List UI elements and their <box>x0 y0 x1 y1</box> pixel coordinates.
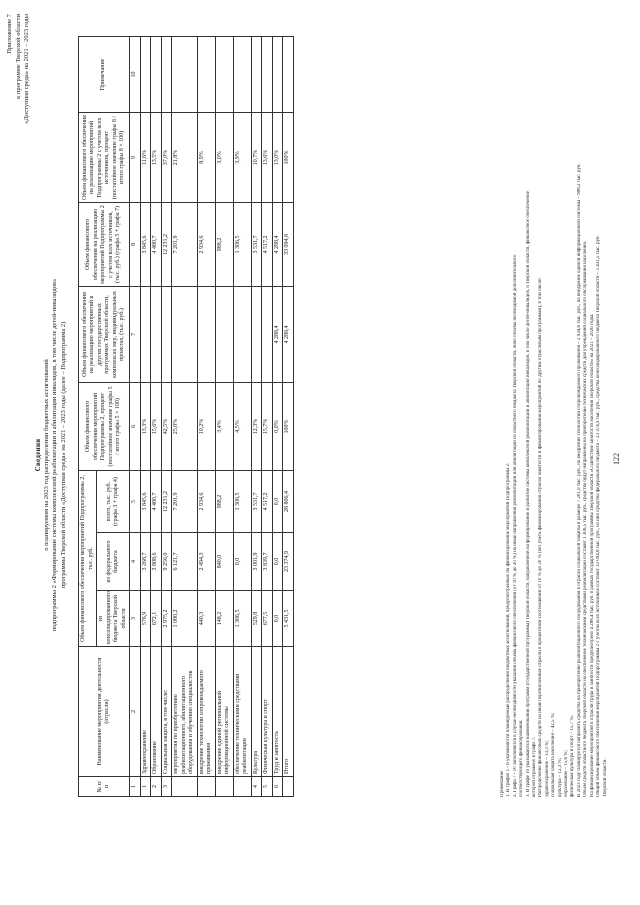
cell-total: 7 201,9 <box>172 470 198 532</box>
index-cell: 4 <box>130 533 141 591</box>
cell-name: внедрение единой региональной информационной системы <box>215 647 233 777</box>
note-line: Общий объем финансового обеспечения мероприятий Подпрограммы 2 с учетом всех источников составит 33 094,8 тыс. руб., из них средства федерального бюджета – 23 374,9 тыс. руб., средства консолидированного бюджета Тверской области – 5 431,5 тыс. руб. <box>596 235 602 797</box>
header-combined-share: Объем финансового обеспечения на реализацию мероприятий Подпрограммы 2 с учетом всех источников, процент (постатейное значение графы 8 / итого графы 8 × 100) <box>79 112 130 202</box>
cell-note <box>251 36 262 112</box>
note-line: 3. В графе 10 указываются наименования программ (государственной программы) Тверской области, направленной на формирование и развитие системы комплексной реабилитации и абилитации инвалидов, в том числе детей-инвалидов, в Тверской области, финансовое обеспечение <box>525 190 531 797</box>
cell-combined: 3 531,7 <box>251 202 262 286</box>
cell-name: Итого <box>283 647 294 777</box>
cell-other: 4 288,4 <box>272 286 283 382</box>
cell-combined-share: 11,6% <box>140 112 151 202</box>
cell-share: 42,5% <box>161 382 172 470</box>
note-line: На финансирование мероприятий в отрасли труда и занятости предусмотрено 4 288,4 тыс. руб. в рамках государственной программы Тверской области «Содействие занятости населения Тверской области» на 2021 – 2026 годы. <box>589 313 595 797</box>
appendix-line-1: Приложение 7 <box>6 14 13 54</box>
cell-other <box>140 286 151 382</box>
cell-combined: 33 094,8 <box>283 202 294 286</box>
page-number: 122 <box>612 453 621 465</box>
cell-federal: 9 256,0 <box>161 533 172 591</box>
cell-combined-share: 3,0% <box>215 112 233 202</box>
cell-share: 25,0% <box>172 382 198 470</box>
cell-combined-share: 13,6% <box>262 112 273 202</box>
cell-share: 4,5% <box>233 382 251 470</box>
cell-n: 4 <box>251 777 262 797</box>
cell-n: 2 <box>151 777 162 797</box>
cell-total: 28 806,4 <box>283 470 294 532</box>
table-row <box>172 36 198 796</box>
index-cell: 8 <box>130 202 141 286</box>
title-line-1: о планируемом на 2023 год распределении бюджетных ассигнований <box>42 359 50 551</box>
table-row <box>151 36 162 796</box>
cell-regional: 440,3 <box>197 591 215 647</box>
cell-regional: 529,8 <box>251 591 262 647</box>
table-row <box>251 36 262 796</box>
note-line: образование – 15,6 %; <box>564 750 570 797</box>
header-combined: Объем финансового обеспечения на реализацию мероприятий Подпрограммы 2 с учетом всех источников, (тыс. руб.) (графа 5 + графа 7) <box>79 202 130 286</box>
cell-note <box>161 36 172 112</box>
cell-note <box>140 36 151 112</box>
cell-share: 3,4% <box>215 382 233 470</box>
cell-n <box>172 777 198 797</box>
cell-regional: 672,1 <box>151 591 162 647</box>
cell-other <box>251 286 262 382</box>
cell-regional: 5 431,5 <box>283 591 294 647</box>
note-line: которой отражено в графе 7. <box>532 736 538 797</box>
cell-regional: 2 975,2 <box>161 591 172 647</box>
cell-federal: 23 374,9 <box>283 533 294 591</box>
cell-combined: 4 517,2 <box>262 202 273 286</box>
cell-combined-share: 13,5% <box>151 112 162 202</box>
index-cell: 5 <box>130 470 141 532</box>
title-line-3: программы Тверской области «Доступная среда» на 2021 – 2023 годы (далее – Подпрограмма 2) <box>59 321 67 589</box>
cell-federal: 3 268,7 <box>140 533 151 591</box>
cell-other <box>172 286 198 382</box>
cell-n: 5 <box>262 777 273 797</box>
cell-combined: 7 201,9 <box>172 202 198 286</box>
cell-combined-share: 100% <box>283 112 294 202</box>
cell-combined: 988,2 <box>215 202 233 286</box>
cell-federal: 3 839,7 <box>262 533 273 591</box>
cell-regional: 0,0 <box>272 591 283 647</box>
cell-combined-share: 37,0% <box>161 112 172 202</box>
cell-share: 100% <box>283 382 294 470</box>
cell-name: мероприятия по приобретению реабилитационного, абилитационного оборудования и обучению специалистов <box>172 647 198 777</box>
cell-total: 3 531,7 <box>251 470 262 532</box>
header-num: № п/п <box>79 777 130 797</box>
table-row <box>233 36 251 796</box>
cell-total: 4 480,7 <box>151 470 162 532</box>
cell-n <box>233 777 251 797</box>
notes-title: Примечание <box>500 770 505 797</box>
note-line: Объем средств областного бюджета Тверской области на обеспечение техническими средствами реабилитации составит 1 306,5 тыс. руб., средства будут направлены на приобретение технических средств для учреждений социального обслуживания населения. <box>583 241 589 797</box>
cell-other <box>197 286 215 382</box>
cell-combined: 12 231,2 <box>161 202 172 286</box>
cell-other <box>161 286 172 382</box>
cell-name: обеспечение техническими средствами реабилитации <box>233 647 251 777</box>
table-row <box>272 36 283 796</box>
index-cell: 3 <box>130 591 141 647</box>
cell-regional: 677,5 <box>262 591 273 647</box>
cell-name: Социальная защита, в том числе: <box>161 647 172 777</box>
cell-n: 6 <box>272 777 283 797</box>
cell-name: Здравоохранение <box>140 647 151 777</box>
note-line: социальная защита населения – 42,5 %; <box>551 712 557 797</box>
cell-note <box>172 36 198 112</box>
cell-other <box>233 286 251 382</box>
table-row <box>140 36 151 796</box>
note-line: физическая культура и спорт – 15,7 %. <box>570 715 576 797</box>
cell-combined-share: 10,7% <box>251 112 262 202</box>
cell-combined: 1 306,5 <box>233 202 251 286</box>
table-row <box>215 36 233 796</box>
cell-n <box>197 777 215 797</box>
index-cell: 6 <box>130 382 141 470</box>
note-line: Тверской области. <box>602 758 608 797</box>
cell-total: 3 845,6 <box>140 470 151 532</box>
document-title <box>34 155 68 755</box>
note-line: Распределение финансовых средств на иные перечисленные отрасли в процентном соотношении от 10 % до 20 % (без учета финансирования отрасли занятости и финансирования мероприятий по другим отраслевым программам), в том числе: <box>538 277 544 797</box>
cell-combined-share: 8,9% <box>197 112 215 202</box>
cell-combined: 4 288,4 <box>272 202 283 286</box>
table-row <box>262 36 273 796</box>
budget-table <box>78 36 294 797</box>
note-line: здравоохранение – 13,3 %; <box>544 740 550 797</box>
cell-regional: 1 080,2 <box>172 591 198 647</box>
column-index-row <box>130 36 141 796</box>
cell-total: 1 306,5 <box>233 470 251 532</box>
cell-federal: 0,0 <box>233 533 251 591</box>
cell-combined-share: 3,9% <box>233 112 251 202</box>
cell-n <box>215 777 233 797</box>
cell-note <box>272 36 283 112</box>
cell-total: 0,0 <box>272 470 283 532</box>
index-cell: 10 <box>130 36 141 112</box>
cell-n <box>283 777 294 797</box>
title-heading: Сведения <box>34 438 42 472</box>
cell-regional: 576,9 <box>140 591 151 647</box>
note-line: соответствующего финансирования. <box>519 719 525 797</box>
cell-federal: 0,0 <box>272 533 283 591</box>
cell-other <box>262 286 273 382</box>
cell-total: 2 934,6 <box>197 470 215 532</box>
cell-federal: 840,0 <box>215 533 233 591</box>
cell-share: 0,0% <box>272 382 283 470</box>
cell-share: 10,2% <box>197 382 215 470</box>
table-row <box>161 36 172 796</box>
appendix-line-3: «Доступная среда» на 2021 – 2023 годы <box>23 14 30 124</box>
appendix-reference <box>6 14 32 214</box>
cell-note <box>215 36 233 112</box>
cell-other <box>151 286 162 382</box>
cell-federal: 6 121,7 <box>172 533 198 591</box>
cell-note <box>283 36 294 112</box>
note-line: 2. Графа 7 - 10 заполняются в случае необходимости указания объема финансового обеспечения (от 10 % до 20 %) на иные направления реабилитации или абилитации из областного бюджета Тверской области, либо объема необходимой дополнительного <box>512 254 518 797</box>
cell-note <box>197 36 215 112</box>
cell-total: 12 231,2 <box>161 470 172 532</box>
index-cell: 9 <box>130 112 141 202</box>
header-federal-budget: из федерального бюджета <box>97 533 130 591</box>
note-line: В 2023 году планируется направить средства на приобретение реабилитационного оборудования в отрасли социальной защиты в размере 7 201,9 тыс. руб., на внедрение технологии сопровождаемого проживания – 2 934,6 тыс. руб., на внедрение единой информационной системы – 988,2 тыс. руб. <box>576 163 582 797</box>
cell-federal: 2 494,3 <box>197 533 215 591</box>
cell-other <box>215 286 233 382</box>
table-row <box>283 36 294 796</box>
cell-name: Образование <box>151 647 162 777</box>
notes-section <box>500 27 609 797</box>
cell-combined-share: 13,0% <box>272 112 283 202</box>
cell-note <box>233 36 251 112</box>
cell-federal: 3 001,9 <box>251 533 262 591</box>
header-regional-budget: из консолидированного бюджета Тверской области <box>97 591 130 647</box>
cell-share: 12,3% <box>251 382 262 470</box>
appendix-line-2: к программе Тверской области <box>14 14 22 99</box>
cell-share: 15,7% <box>262 382 273 470</box>
cell-regional: 148,2 <box>215 591 233 647</box>
index-cell: 1 <box>130 777 141 797</box>
header-funding: Объем финансового обеспечения мероприятий Подпрограммы 2, тыс. руб. <box>79 470 97 646</box>
header-note: Примечание <box>79 36 130 112</box>
cell-name: Труд и занятость <box>272 647 283 777</box>
cell-combined: 2 934,6 <box>197 202 215 286</box>
header-other-programs: Объем финансового обеспечения на реализацию мероприятий в других государственных программах Тверской области, комплексах мер, индивидуальных проектах, (тыс. руб.) <box>79 286 130 382</box>
cell-total: 988,2 <box>215 470 233 532</box>
cell-combined-share: 21,8% <box>172 112 198 202</box>
cell-name: Культура <box>251 647 262 777</box>
cell-note <box>151 36 162 112</box>
cell-regional: 1 306,5 <box>233 591 251 647</box>
index-cell: 7 <box>130 286 141 382</box>
note-line: 1. В графах 1 - 6 указываются планируемые распределения бюджетных ассигнований, предусмотренных на финансирование мероприятий Подпрограммы 2. <box>506 462 512 797</box>
cell-other: 4 288,4 <box>283 286 294 382</box>
index-cell: 2 <box>130 647 141 777</box>
cell-n: 3 <box>161 777 172 797</box>
header-name: Наименование мероприятия деятельности (отрасли) <box>79 647 130 777</box>
note-line: культура – 12,3 %; <box>557 757 563 797</box>
cell-n: 1 <box>140 777 151 797</box>
cell-name: внедрение технологии сопровождаемого проживания <box>197 647 215 777</box>
cell-share: 13,3% <box>140 382 151 470</box>
cell-combined: 4 480,7 <box>151 202 162 286</box>
table-row <box>197 36 215 796</box>
title-line-2: подпрограммы 2 «Формирование системы комплексной реабилитации и абилитации инвалидов, в том числе детей-инвалидов» <box>51 278 58 632</box>
cell-name: Физическая культура и спорт <box>262 647 273 777</box>
cell-total: 4 517,2 <box>262 470 273 532</box>
cell-note <box>262 36 273 112</box>
header-share: Объем финансового обеспечения мероприятий Подпрограммы 2, процент (постатейное значение графы 5 / итого графы 5 × 100) <box>79 382 130 470</box>
cell-combined: 3 845,6 <box>140 202 151 286</box>
cell-share: 15,6% <box>151 382 162 470</box>
header-total: всего, тыс. руб. (графа 3 + графа 4) <box>97 470 130 532</box>
cell-federal: 3 808,6 <box>151 533 162 591</box>
